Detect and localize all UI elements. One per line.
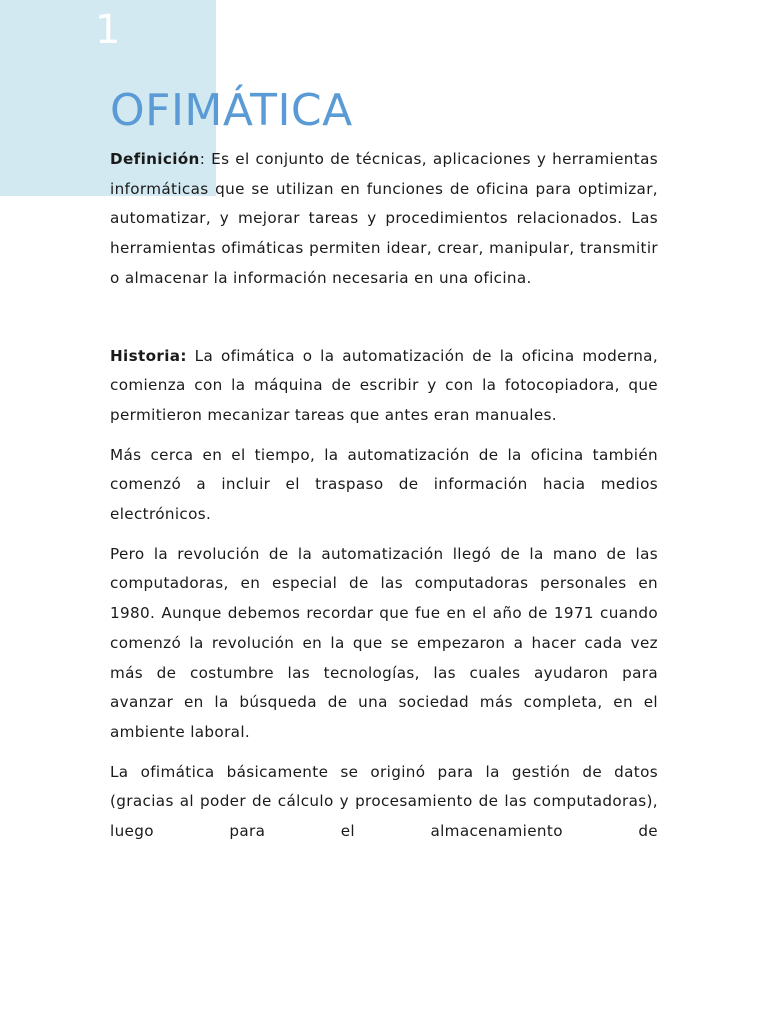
definition-label: Definición	[110, 150, 200, 168]
definition-paragraph	[110, 145, 658, 294]
definition-text: : Es el conjunto de técnicas, aplicaciones y herramientas informáticas que se utilizan en funciones de oficina para optimizar, automatizar, y mejorar tareas y procedimientos relacionados. Las herramientas ofimáticas permiten idear, crear, manipular, transmitir o almacenar la información necesaria en una oficina.	[110, 150, 658, 287]
body-paragraph-3: La ofimática básicamente se originó para la gestión de datos (gracias al poder de cálculo y procesamiento de las computadoras), luego para el almacenamiento de	[110, 762, 658, 841]
page-title: OFIMÁTICA	[110, 85, 353, 136]
history-text: La ofimática o la automatización de la oficina moderna, comienza con la máquina de escribir y con la fotocopiadora, que permitieron mecanizar tareas que antes eran manuales.	[110, 346, 658, 424]
history-label: Historia:	[110, 346, 187, 365]
body-paragraph-2: Pero la revolución de la automatización llegó de la mano de las computadoras, en especial de las computadoras personales en 1980. Aunque debemos recordar que fue en el año de 1971 cuando comenzó la revolución en la que se empezaron a hacer cada vez más de costumbre las tecnologías, las cuales ayudaron para avanzar en la búsqueda de una sociedad más completa, en el ambiente laboral.	[110, 544, 658, 741]
page-number: 1	[95, 7, 121, 53]
body-paragraph-1: Más cerca en el tiempo, la automatización de la oficina también comenzó a incluir el traspaso de información hacia medios electrónicos.	[110, 445, 658, 524]
document-body	[110, 145, 658, 857]
history-paragraph	[110, 342, 658, 431]
